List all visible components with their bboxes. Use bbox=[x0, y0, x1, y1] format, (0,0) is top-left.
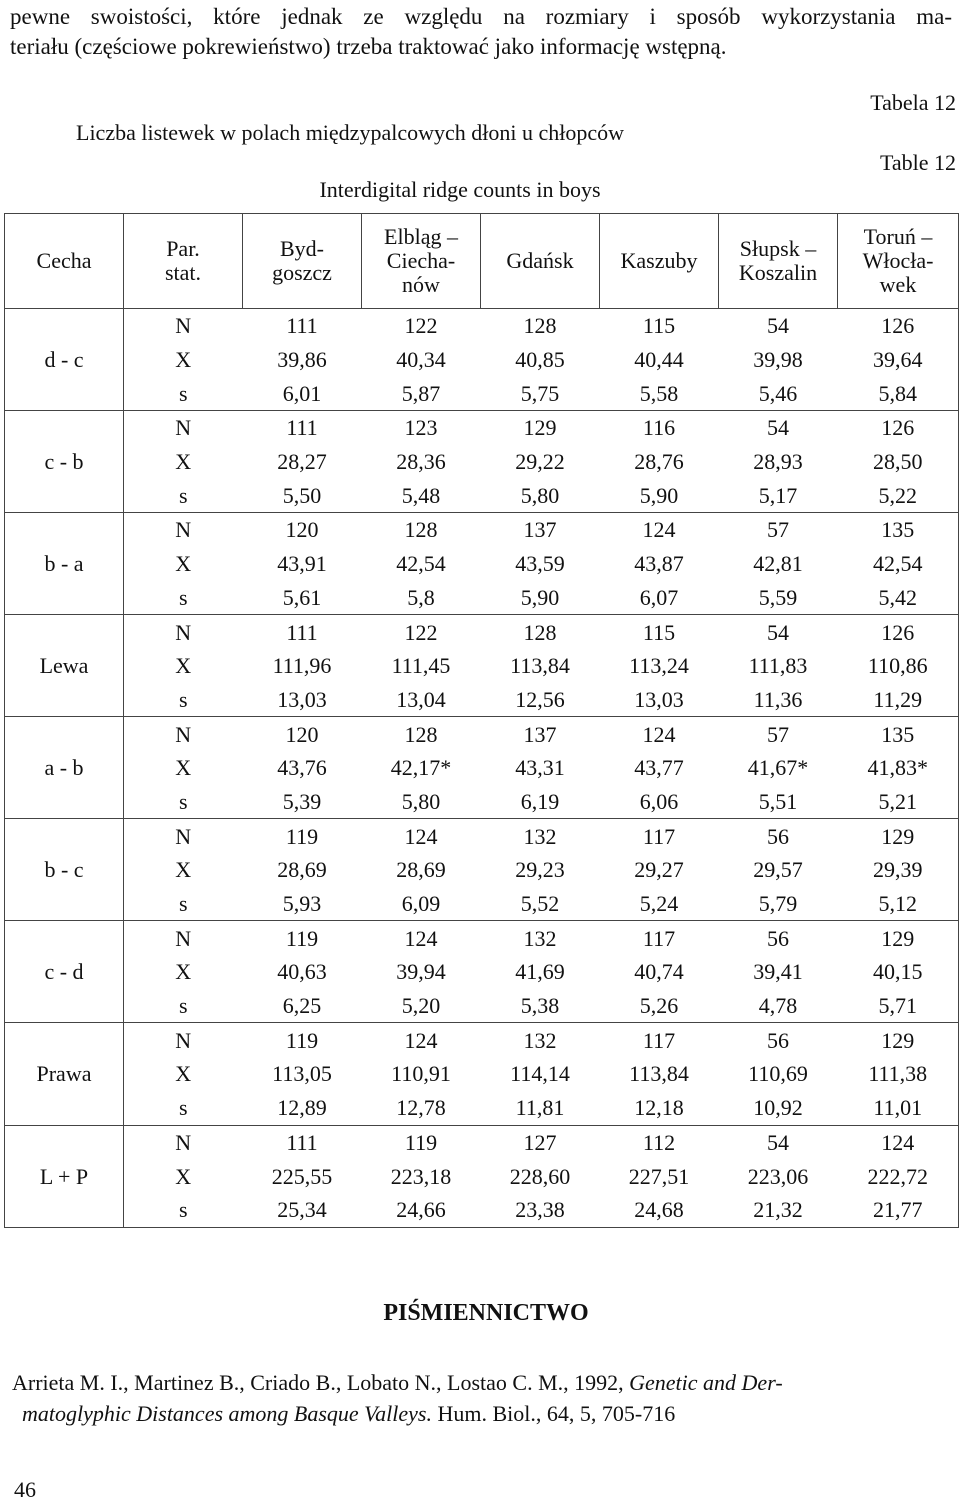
value-cell: 39,98 bbox=[753, 347, 803, 373]
value-cell: 124 bbox=[404, 823, 438, 849]
value-cell: 119 bbox=[285, 925, 319, 951]
stat-cell: s bbox=[124, 989, 243, 1023]
value-cell: 57 bbox=[767, 721, 789, 747]
stat-cell: s bbox=[124, 1193, 243, 1227]
value-cell: 23,38 bbox=[481, 1193, 600, 1227]
stat-cell: s bbox=[124, 1091, 243, 1125]
value-cell: 5,84 bbox=[838, 376, 959, 410]
value-cell: 111 bbox=[286, 415, 318, 441]
value-cell: 40,63 bbox=[277, 959, 327, 985]
value-cell: 113,84 bbox=[510, 653, 570, 679]
value-cell: 111 bbox=[286, 619, 318, 645]
value-cell: 39,41 bbox=[753, 959, 803, 985]
stat-cell: s bbox=[124, 887, 243, 921]
value-cell: 12,89 bbox=[243, 1091, 362, 1125]
stat-cell: X bbox=[124, 547, 243, 581]
value-cell: 5,51 bbox=[719, 785, 838, 819]
intro-line-2: teriału (częściowe pokrewieństwo) trzeba traktować jako informację wstępną. bbox=[10, 34, 727, 59]
value-cell: 6,25 bbox=[243, 989, 362, 1023]
value-cell: 54 bbox=[767, 313, 789, 339]
value-cell: 5,46 bbox=[719, 376, 838, 410]
reference-entry bbox=[12, 1367, 958, 1429]
table-row bbox=[5, 478, 959, 512]
value-cell: 11,29 bbox=[838, 683, 959, 717]
value-cell: 13,04 bbox=[362, 683, 481, 717]
table-row bbox=[5, 955, 959, 989]
table-row bbox=[5, 1159, 959, 1193]
value-cell: 42,54 bbox=[396, 551, 446, 577]
reference-authors: Arrieta M. I., Martinez B., Criado B., Lobato N., Lostao C. M., 1992, bbox=[12, 1370, 630, 1395]
value-cell: 5,90 bbox=[481, 581, 600, 615]
value-cell: 41,83* bbox=[838, 751, 959, 785]
table-row bbox=[5, 1091, 959, 1125]
value-cell: 5,80 bbox=[481, 478, 600, 512]
table-row bbox=[5, 751, 959, 785]
intro-paragraph bbox=[10, 2, 952, 62]
table-row bbox=[5, 683, 959, 717]
stat-cell: N bbox=[124, 411, 243, 445]
value-cell: 5,61 bbox=[243, 581, 362, 615]
value-cell: 5,22 bbox=[838, 478, 959, 512]
value-cell: 117 bbox=[642, 925, 676, 951]
value-cell: 129 bbox=[838, 1023, 959, 1057]
value-cell: 5,90 bbox=[600, 478, 719, 512]
value-cell: 126 bbox=[838, 615, 959, 649]
value-cell: 39,94 bbox=[396, 959, 446, 985]
value-cell: 29,27 bbox=[634, 857, 684, 883]
header-kaszuby: Kaszuby bbox=[600, 214, 719, 309]
value-cell: 111,96 bbox=[272, 653, 332, 679]
value-cell: 113,84 bbox=[629, 1061, 689, 1087]
table-row bbox=[5, 581, 959, 615]
value-cell: 43,91 bbox=[277, 551, 327, 577]
value-cell: 28,27 bbox=[277, 449, 327, 475]
value-cell: 28,93 bbox=[753, 449, 803, 475]
stat-cell: X bbox=[124, 1057, 243, 1091]
value-cell: 126 bbox=[838, 411, 959, 445]
value-cell: 223,06 bbox=[747, 1163, 809, 1189]
value-cell: 43,76 bbox=[277, 755, 327, 781]
value-cell: 127 bbox=[523, 1129, 557, 1155]
value-cell: 120 bbox=[285, 517, 319, 543]
value-cell: 110,86 bbox=[838, 649, 959, 683]
table-label-pl: Tabela 12 bbox=[870, 90, 956, 115]
value-cell: 40,34 bbox=[396, 347, 446, 373]
value-cell: 12,18 bbox=[600, 1091, 719, 1125]
value-cell: 110,69 bbox=[748, 1061, 808, 1087]
value-cell: 54 bbox=[767, 1129, 789, 1155]
value-cell: 117 bbox=[642, 1027, 676, 1053]
value-cell: 5,12 bbox=[838, 887, 959, 921]
stat-cell: s bbox=[124, 478, 243, 512]
table-row bbox=[5, 1193, 959, 1227]
value-cell: 5,20 bbox=[362, 989, 481, 1023]
table-row bbox=[5, 309, 959, 343]
table-row bbox=[5, 513, 959, 547]
table-row bbox=[5, 989, 959, 1023]
value-cell: 5,39 bbox=[243, 785, 362, 819]
value-cell: 5,58 bbox=[600, 376, 719, 410]
value-cell: 29,57 bbox=[753, 857, 803, 883]
value-cell: 40,74 bbox=[634, 959, 684, 985]
value-cell: 5,21 bbox=[838, 785, 959, 819]
table-row bbox=[5, 547, 959, 581]
value-cell: 57 bbox=[767, 517, 789, 543]
cecha-cell: c - b bbox=[5, 411, 124, 513]
value-cell: 119 bbox=[285, 823, 319, 849]
value-cell: 117 bbox=[642, 823, 676, 849]
value-cell: 29,22 bbox=[515, 449, 565, 475]
stat-cell: N bbox=[124, 1023, 243, 1057]
value-cell: 42,17* bbox=[390, 755, 452, 781]
value-cell: 111,45 bbox=[391, 653, 451, 679]
value-cell: 6,07 bbox=[600, 581, 719, 615]
value-cell: 43,31 bbox=[515, 755, 565, 781]
value-cell: 5,59 bbox=[719, 581, 838, 615]
header-gdansk: Gdańsk bbox=[481, 214, 600, 309]
stat-cell: N bbox=[124, 615, 243, 649]
value-cell: 28,36 bbox=[396, 449, 446, 475]
value-cell: 21,77 bbox=[838, 1193, 959, 1227]
value-cell: 111,83 bbox=[748, 653, 808, 679]
value-cell: 112 bbox=[642, 1129, 676, 1155]
table-row bbox=[5, 649, 959, 683]
value-cell: 124 bbox=[404, 925, 438, 951]
value-cell: 119 bbox=[404, 1129, 438, 1155]
stat-cell: s bbox=[124, 785, 243, 819]
value-cell: 12,56 bbox=[481, 683, 600, 717]
value-cell: 56 bbox=[767, 1027, 789, 1053]
value-cell: 5,52 bbox=[481, 887, 600, 921]
value-cell: 29,39 bbox=[838, 853, 959, 887]
value-cell: 43,59 bbox=[515, 551, 565, 577]
value-cell: 24,66 bbox=[362, 1193, 481, 1227]
reference-source: Hum. Biol., 64, 5, 705-716 bbox=[432, 1401, 676, 1426]
value-cell: 124 bbox=[838, 1125, 959, 1159]
cecha-cell: a - b bbox=[5, 717, 124, 819]
cecha-cell: b - c bbox=[5, 819, 124, 921]
table-row bbox=[5, 445, 959, 479]
stat-cell: N bbox=[124, 1125, 243, 1159]
value-cell: 21,32 bbox=[719, 1193, 838, 1227]
header-par-stat: Par. stat. bbox=[124, 214, 243, 309]
value-cell: 128 bbox=[404, 721, 438, 747]
table-row bbox=[5, 1125, 959, 1159]
value-cell: 5,38 bbox=[481, 989, 600, 1023]
table-row bbox=[5, 887, 959, 921]
value-cell: 11,81 bbox=[481, 1091, 600, 1125]
cecha-cell: b - a bbox=[5, 513, 124, 615]
value-cell: 11,01 bbox=[838, 1091, 959, 1125]
header-row bbox=[5, 214, 959, 309]
value-cell: 111,38 bbox=[838, 1057, 959, 1091]
value-cell: 124 bbox=[642, 517, 676, 543]
value-cell: 43,87 bbox=[634, 551, 684, 577]
stat-cell: X bbox=[124, 445, 243, 479]
value-cell: 120 bbox=[285, 721, 319, 747]
value-cell: 41,69 bbox=[515, 959, 565, 985]
value-cell: 111 bbox=[286, 1129, 318, 1155]
value-cell: 40,85 bbox=[515, 347, 565, 373]
stat-cell: N bbox=[124, 921, 243, 955]
value-cell: 5,71 bbox=[838, 989, 959, 1023]
value-cell: 5,80 bbox=[362, 785, 481, 819]
value-cell: 5,8 bbox=[362, 581, 481, 615]
header-elblag: Elbląg – Ciecha- nów bbox=[362, 214, 481, 309]
stat-cell: X bbox=[124, 343, 243, 377]
value-cell: 54 bbox=[767, 619, 789, 645]
references-heading: PIŚMIENNICTWO bbox=[383, 1300, 589, 1326]
page-number: 46 bbox=[14, 1477, 36, 1502]
value-cell: 137 bbox=[523, 517, 557, 543]
value-cell: 5,75 bbox=[481, 376, 600, 410]
value-cell: 40,15 bbox=[838, 955, 959, 989]
value-cell: 129 bbox=[838, 921, 959, 955]
value-cell: 115 bbox=[642, 619, 676, 645]
value-cell: 5,17 bbox=[719, 478, 838, 512]
value-cell: 29,23 bbox=[515, 857, 565, 883]
stat-cell: N bbox=[124, 717, 243, 751]
value-cell: 132 bbox=[523, 823, 557, 849]
stat-cell: X bbox=[124, 751, 243, 785]
header-cecha: Cecha bbox=[5, 214, 124, 309]
table-row bbox=[5, 411, 959, 445]
stat-cell: N bbox=[124, 309, 243, 343]
value-cell: 5,26 bbox=[600, 989, 719, 1023]
value-cell: 135 bbox=[838, 717, 959, 751]
value-cell: 42,81 bbox=[753, 551, 803, 577]
value-cell: 132 bbox=[523, 925, 557, 951]
value-cell: 126 bbox=[838, 309, 959, 343]
intro-line-1: pewne swoistości, które jednak ze względu na rozmiary i sposób wykorzystania ma- bbox=[10, 4, 952, 29]
value-cell: 227,51 bbox=[628, 1163, 690, 1189]
value-cell: 10,92 bbox=[719, 1091, 838, 1125]
value-cell: 4,78 bbox=[719, 989, 838, 1023]
cecha-cell: Prawa bbox=[5, 1023, 124, 1125]
table-row bbox=[5, 343, 959, 377]
value-cell: 129 bbox=[523, 415, 557, 441]
value-cell: 24,68 bbox=[600, 1193, 719, 1227]
value-cell: 28,50 bbox=[838, 445, 959, 479]
stat-cell: s bbox=[124, 683, 243, 717]
table-row bbox=[5, 615, 959, 649]
value-cell: 115 bbox=[642, 313, 676, 339]
value-cell: 111 bbox=[286, 313, 318, 339]
reference-title-2: matoglyphic Distances among Basque Valleys. bbox=[22, 1401, 432, 1426]
value-cell: 28,69 bbox=[277, 857, 327, 883]
header-torun: Toruń – Włocła- wek bbox=[838, 214, 959, 309]
value-cell: 137 bbox=[523, 721, 557, 747]
value-cell: 43,77 bbox=[634, 755, 684, 781]
table-row bbox=[5, 1057, 959, 1091]
value-cell: 223,18 bbox=[390, 1163, 452, 1189]
value-cell: 5,24 bbox=[600, 887, 719, 921]
stat-cell: X bbox=[124, 955, 243, 989]
ridge-count-table bbox=[4, 213, 959, 1228]
value-cell: 116 bbox=[642, 415, 676, 441]
table-row bbox=[5, 1023, 959, 1057]
cecha-cell: Lewa bbox=[5, 615, 124, 717]
value-cell: 5,87 bbox=[362, 376, 481, 410]
table-row bbox=[5, 853, 959, 887]
value-cell: 42,54 bbox=[838, 547, 959, 581]
value-cell: 122 bbox=[404, 313, 438, 339]
value-cell: 28,69 bbox=[396, 857, 446, 883]
table-row bbox=[5, 785, 959, 819]
value-cell: 41,67* bbox=[747, 755, 809, 781]
header-bydgoszcz: Byd- goszcz bbox=[243, 214, 362, 309]
value-cell: 28,76 bbox=[634, 449, 684, 475]
value-cell: 114,14 bbox=[510, 1061, 570, 1087]
reference-title-1: Genetic and Der- bbox=[629, 1370, 783, 1395]
stat-cell: X bbox=[124, 1159, 243, 1193]
table-title-en: Interdigital ridge counts in boys bbox=[319, 177, 601, 202]
value-cell: 122 bbox=[404, 619, 438, 645]
value-cell: 40,44 bbox=[634, 347, 684, 373]
value-cell: 128 bbox=[523, 313, 557, 339]
cecha-cell: L + P bbox=[5, 1125, 124, 1227]
value-cell: 39,86 bbox=[277, 347, 327, 373]
value-cell: 128 bbox=[404, 517, 438, 543]
value-cell: 132 bbox=[523, 1027, 557, 1053]
value-cell: 119 bbox=[285, 1027, 319, 1053]
table-row bbox=[5, 376, 959, 410]
value-cell: 6,19 bbox=[481, 785, 600, 819]
value-cell: 123 bbox=[404, 415, 438, 441]
value-cell: 113,05 bbox=[272, 1061, 332, 1087]
value-cell: 129 bbox=[838, 819, 959, 853]
value-cell: 225,55 bbox=[271, 1163, 333, 1189]
value-cell: 39,64 bbox=[838, 343, 959, 377]
value-cell: 128 bbox=[523, 619, 557, 645]
stat-cell: s bbox=[124, 376, 243, 410]
value-cell: 113,24 bbox=[629, 653, 689, 679]
table-row bbox=[5, 819, 959, 853]
value-cell: 56 bbox=[767, 823, 789, 849]
value-cell: 5,50 bbox=[243, 478, 362, 512]
stat-cell: s bbox=[124, 581, 243, 615]
value-cell: 12,78 bbox=[362, 1091, 481, 1125]
value-cell: 6,09 bbox=[362, 887, 481, 921]
value-cell: 13,03 bbox=[243, 683, 362, 717]
value-cell: 5,48 bbox=[362, 478, 481, 512]
stat-cell: X bbox=[124, 649, 243, 683]
value-cell: 56 bbox=[767, 925, 789, 951]
table-row bbox=[5, 921, 959, 955]
header-slupsk: Słupsk – Koszalin bbox=[719, 214, 838, 309]
cecha-cell: d - c bbox=[5, 309, 124, 411]
value-cell: 124 bbox=[404, 1027, 438, 1053]
value-cell: 5,42 bbox=[838, 581, 959, 615]
stat-cell: X bbox=[124, 853, 243, 887]
value-cell: 6,01 bbox=[243, 376, 362, 410]
table-row bbox=[5, 717, 959, 751]
value-cell: 135 bbox=[838, 513, 959, 547]
value-cell: 228,60 bbox=[509, 1163, 571, 1189]
stat-cell: N bbox=[124, 513, 243, 547]
value-cell: 6,06 bbox=[600, 785, 719, 819]
value-cell: 124 bbox=[642, 721, 676, 747]
cecha-cell: c - d bbox=[5, 921, 124, 1023]
value-cell: 5,79 bbox=[719, 887, 838, 921]
value-cell: 54 bbox=[767, 415, 789, 441]
table-label-en: Table 12 bbox=[879, 150, 956, 175]
value-cell: 5,93 bbox=[243, 887, 362, 921]
value-cell: 11,36 bbox=[719, 683, 838, 717]
value-cell: 13,03 bbox=[600, 683, 719, 717]
table-title-pl: Liczba listewek w polach międzypalcowych dłoni u chłopców bbox=[76, 120, 624, 145]
value-cell: 25,34 bbox=[243, 1193, 362, 1227]
value-cell: 110,91 bbox=[391, 1061, 451, 1087]
value-cell: 222,72 bbox=[838, 1159, 959, 1193]
stat-cell: N bbox=[124, 819, 243, 853]
